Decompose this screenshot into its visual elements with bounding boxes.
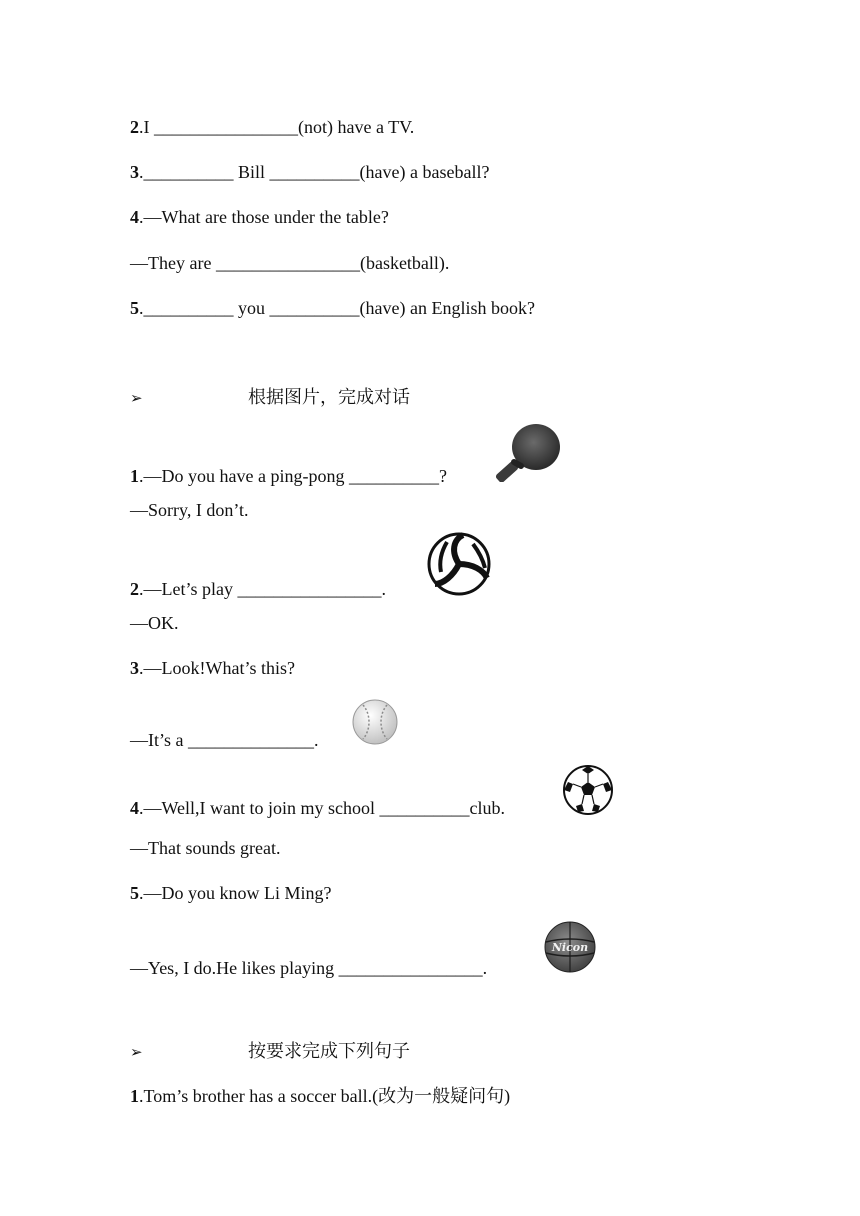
section-title: 按要求完成下列句子 [248, 1041, 410, 1061]
item-text: .I ________________(not) have a TV. [139, 117, 415, 137]
item-text: .—Let’s play ________________. [139, 579, 386, 599]
item-text: .—Look!What’s this? [139, 658, 295, 678]
item-number: 3 [130, 162, 139, 182]
item-text: —They are ________________(basketball). [130, 253, 450, 273]
section-heading [130, 386, 410, 409]
exercise-line [130, 957, 487, 979]
exercise-line [130, 465, 447, 487]
exercise-line [130, 116, 414, 138]
exercise-line [130, 882, 332, 904]
exercise-line [130, 252, 449, 274]
bullet-arrow-icon: ➢ [130, 1043, 143, 1061]
item-text: —It’s a ______________. [130, 730, 319, 750]
exercise-line [130, 161, 489, 183]
item-text: —That sounds great. [130, 838, 281, 858]
soccer-ball-icon [562, 764, 614, 816]
item-number: 5 [130, 883, 139, 903]
basketball-icon [543, 920, 597, 974]
bullet-arrow-icon: ➢ [130, 389, 143, 407]
exercise-line [130, 612, 179, 634]
item-text: —OK. [130, 613, 179, 633]
exercise-line [130, 499, 249, 521]
item-number: 3 [130, 658, 139, 678]
baseball-icon [351, 698, 399, 746]
exercise-line [130, 206, 389, 228]
exercise-line [130, 297, 535, 319]
item-number: 4 [130, 207, 139, 227]
item-text: —Sorry, I don’t. [130, 500, 249, 520]
item-number: 4 [130, 798, 139, 818]
exercise-line [130, 1085, 510, 1107]
ping-pong-paddle-icon [496, 420, 564, 482]
item-number: 2 [130, 579, 139, 599]
item-number: 2 [130, 117, 139, 137]
item-text: .—Do you know Li Ming? [139, 883, 332, 903]
volleyball-icon [427, 532, 491, 596]
section-title: 根据图片，完成对话 [248, 387, 410, 407]
item-text: .__________ you __________(have) an English book? [139, 298, 535, 318]
exercise-line [130, 729, 319, 751]
item-text: .Tom’s brother has a soccer ball.(改为一般疑问句) [139, 1086, 511, 1106]
exercise-line [130, 578, 386, 600]
item-text: .—What are those under the table? [139, 207, 389, 227]
item-number: 1 [130, 466, 139, 486]
item-number: 1 [130, 1086, 139, 1106]
item-text: .—Well,I want to join my school __________club. [139, 798, 506, 818]
item-number: 5 [130, 298, 139, 318]
item-text: .—Do you have a ping-pong __________? [139, 466, 447, 486]
exercise-line [130, 797, 505, 819]
basketball-brand: Nicon [551, 941, 589, 954]
section-heading [130, 1040, 410, 1063]
exercise-line [130, 657, 295, 679]
item-text: .__________ Bill __________(have) a baseball? [139, 162, 490, 182]
item-text: —Yes, I do.He likes playing ________________. [130, 958, 488, 978]
exercise-line [130, 837, 280, 859]
